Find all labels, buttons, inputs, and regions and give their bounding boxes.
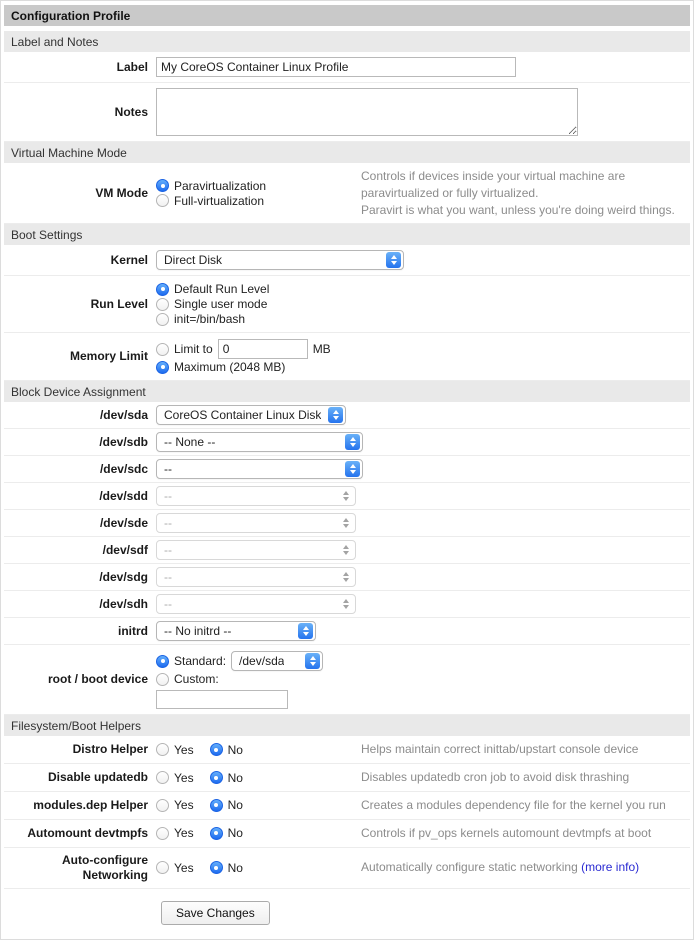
radio-custom-boot[interactable] xyxy=(156,673,169,686)
radio-auto-configure-networking-yes[interactable] xyxy=(156,861,169,874)
modules-dep-helper-row xyxy=(4,792,690,820)
device-row-sde xyxy=(4,510,690,537)
dev-sdb-select[interactable]: -- None -- xyxy=(156,432,363,452)
disable-updatedb-row xyxy=(4,764,690,792)
run-level-option-init-bash[interactable] xyxy=(156,312,690,326)
radio-label: Paravirtualization xyxy=(174,178,267,193)
section-heading-boot-settings: Boot Settings xyxy=(4,224,690,245)
radio-label: Standard: xyxy=(174,654,227,669)
vm-mode-option-full-virtualization[interactable] xyxy=(156,194,361,208)
section-heading-label-and-notes: Label and Notes xyxy=(4,31,690,52)
radio-label: Full-virtualization xyxy=(174,193,265,208)
radio-label: Maximum (2048 MB) xyxy=(174,360,286,375)
radio-modules-dep-yes[interactable] xyxy=(156,799,169,812)
select-stepper-icon xyxy=(338,542,353,558)
device-row-sdh xyxy=(4,591,690,618)
initrd-row xyxy=(4,618,690,645)
save-row xyxy=(4,889,690,925)
dev-sdf-select: -- xyxy=(156,540,356,560)
standard-boot-device-select[interactable]: /dev/sda xyxy=(231,651,323,671)
automount-devtmpfs-help: Controls if pv_ops kernels automount devtmpfs at boot xyxy=(361,825,652,840)
more-info-link[interactable]: (more info) xyxy=(581,860,640,875)
run-level-label: Run Level xyxy=(90,296,148,311)
select-stepper-icon xyxy=(345,434,360,450)
root-boot-option-standard[interactable] xyxy=(156,651,690,671)
device-label: /dev/sde xyxy=(99,515,148,530)
dev-sdg-select: -- xyxy=(156,567,356,587)
automount-devtmpfs-row xyxy=(4,820,690,848)
select-stepper-icon xyxy=(338,569,353,585)
section-block-device-assignment xyxy=(4,381,690,715)
radio-auto-configure-networking-no[interactable] xyxy=(210,861,223,874)
no-label: No xyxy=(227,770,243,785)
vm-mode-help-line1: Controls if devices inside your virtual machine are paravirtualized or fully virtualized. xyxy=(361,169,626,200)
vm-mode-option-paravirtualization[interactable] xyxy=(156,179,361,193)
radio-automount-devtmpfs-no[interactable] xyxy=(210,827,223,840)
automount-devtmpfs-label: Automount devtmpfs xyxy=(27,825,148,840)
radio-full-virtualization[interactable] xyxy=(156,194,169,207)
radio-maximum-memory[interactable] xyxy=(156,361,169,374)
distro-helper-label: Distro Helper xyxy=(72,742,148,757)
dev-sdh-select: -- xyxy=(156,594,356,614)
select-stepper-icon xyxy=(386,252,401,268)
yes-label: Yes xyxy=(174,798,194,813)
notes-textarea[interactable] xyxy=(156,88,578,136)
radio-standard-boot[interactable] xyxy=(156,655,169,668)
vm-mode-help xyxy=(361,168,690,218)
radio-label: Custom: xyxy=(174,672,219,687)
auto-configure-networking-row xyxy=(4,848,690,889)
root-boot-device-row xyxy=(4,645,690,715)
vm-mode-row xyxy=(4,163,690,224)
section-heading-filesystem-boot-helpers: Filesystem/Boot Helpers xyxy=(4,715,690,736)
section-heading-block-device-assignment: Block Device Assignment xyxy=(4,381,690,402)
no-label: No xyxy=(227,826,243,841)
root-boot-device-label: root / boot device xyxy=(47,672,148,687)
device-label: /dev/sdc xyxy=(99,461,148,476)
device-row-sdb xyxy=(4,429,690,456)
select-stepper-icon xyxy=(305,653,320,669)
device-label: /dev/sdf xyxy=(102,542,148,557)
select-stepper-icon xyxy=(298,623,313,639)
section-label-and-notes xyxy=(4,31,690,142)
yes-label: Yes xyxy=(174,770,194,785)
device-label: /dev/sdg xyxy=(99,569,148,584)
select-stepper-icon xyxy=(338,596,353,612)
radio-distro-helper-yes[interactable] xyxy=(156,743,169,756)
dev-sda-select[interactable]: CoreOS Container Linux Disk xyxy=(156,405,346,425)
yes-label: Yes xyxy=(174,742,194,757)
memory-limit-label: Memory Limit xyxy=(69,349,148,364)
memory-limit-input[interactable] xyxy=(218,339,308,359)
device-row-sdf xyxy=(4,537,690,564)
memory-limit-option-limit[interactable] xyxy=(156,339,690,359)
select-stepper-icon xyxy=(328,407,343,423)
no-label: No xyxy=(227,742,243,757)
section-filesystem-boot-helpers xyxy=(4,715,690,888)
select-stepper-icon xyxy=(338,515,353,531)
dev-sdc-select[interactable]: -- xyxy=(156,459,363,479)
notes-field-label: Notes xyxy=(114,104,148,119)
yes-label: Yes xyxy=(174,860,194,875)
yes-label: Yes xyxy=(174,826,194,841)
save-changes-button[interactable]: Save Changes xyxy=(161,901,270,925)
device-row-sdc xyxy=(4,456,690,483)
dev-sde-select: -- xyxy=(156,513,356,533)
memory-limit-row xyxy=(4,333,690,381)
radio-automount-devtmpfs-yes[interactable] xyxy=(156,827,169,840)
select-stepper-icon xyxy=(345,461,360,477)
section-heading-vm-mode: Virtual Machine Mode xyxy=(4,142,690,163)
initrd-label: initrd xyxy=(118,623,148,638)
run-level-option-default[interactable] xyxy=(156,282,690,296)
no-label: No xyxy=(227,798,243,813)
distro-helper-help: Helps maintain correct inittab/upstart console device xyxy=(361,742,639,757)
radio-modules-dep-no[interactable] xyxy=(210,799,223,812)
modules-dep-helper-label: modules.dep Helper xyxy=(33,797,148,812)
memory-limit-option-maximum[interactable] xyxy=(156,360,690,374)
page-title: Configuration Profile xyxy=(4,5,690,26)
label-row xyxy=(4,52,690,83)
vm-mode-help-line2: Paravirt is what you want, unless you're doing weird things. xyxy=(361,202,675,217)
memory-limit-unit: MB xyxy=(312,342,331,357)
auto-configure-networking-label: Auto-configure Networking xyxy=(62,852,148,882)
notes-row xyxy=(4,83,690,142)
radio-limit-to[interactable] xyxy=(156,343,169,356)
device-row-sdg xyxy=(4,564,690,591)
kernel-label: Kernel xyxy=(110,252,148,267)
device-row-sda xyxy=(4,402,690,429)
kernel-row xyxy=(4,245,690,276)
label-field-label: Label xyxy=(116,59,148,74)
label-input[interactable] xyxy=(156,57,516,77)
dev-sdd-select: -- xyxy=(156,486,356,506)
radio-default-run-level[interactable] xyxy=(156,283,169,296)
section-boot-settings xyxy=(4,224,690,381)
run-level-option-single-user[interactable] xyxy=(156,297,690,311)
radio-single-user-mode[interactable] xyxy=(156,298,169,311)
section-vm-mode xyxy=(4,142,690,224)
kernel-select[interactable]: Direct Disk xyxy=(156,250,404,270)
modules-dep-helper-help: Creates a modules dependency file for the kernel you run xyxy=(361,797,666,812)
radio-label: init=/bin/bash xyxy=(174,312,246,327)
root-boot-option-custom[interactable] xyxy=(156,672,690,686)
device-label: /dev/sda xyxy=(99,407,148,422)
initrd-select[interactable]: -- No initrd -- xyxy=(156,621,316,641)
auto-configure-networking-help: Automatically configure static networking (more info) xyxy=(361,860,640,875)
select-stepper-icon xyxy=(338,488,353,504)
radio-disable-updatedb-yes[interactable] xyxy=(156,771,169,784)
radio-disable-updatedb-no[interactable] xyxy=(210,771,223,784)
run-level-row xyxy=(4,276,690,333)
radio-init-bin-bash[interactable] xyxy=(156,313,169,326)
radio-label: Single user mode xyxy=(174,297,268,312)
distro-helper-row xyxy=(4,736,690,764)
device-label: /dev/sdd xyxy=(99,488,148,503)
vm-mode-label: VM Mode xyxy=(95,185,148,200)
radio-distro-helper-no[interactable] xyxy=(210,743,223,756)
radio-label: Limit to xyxy=(174,342,213,357)
device-label: /dev/sdh xyxy=(99,596,148,611)
radio-label: Default Run Level xyxy=(174,282,270,297)
radio-paravirtualization[interactable] xyxy=(156,179,169,192)
custom-boot-device-input[interactable] xyxy=(156,690,288,709)
disable-updatedb-label: Disable updatedb xyxy=(47,770,148,785)
device-row-sdd xyxy=(4,483,690,510)
device-label: /dev/sdb xyxy=(99,434,148,449)
no-label: No xyxy=(227,860,243,875)
disable-updatedb-help: Disables updatedb cron job to avoid disk thrashing xyxy=(361,770,630,785)
